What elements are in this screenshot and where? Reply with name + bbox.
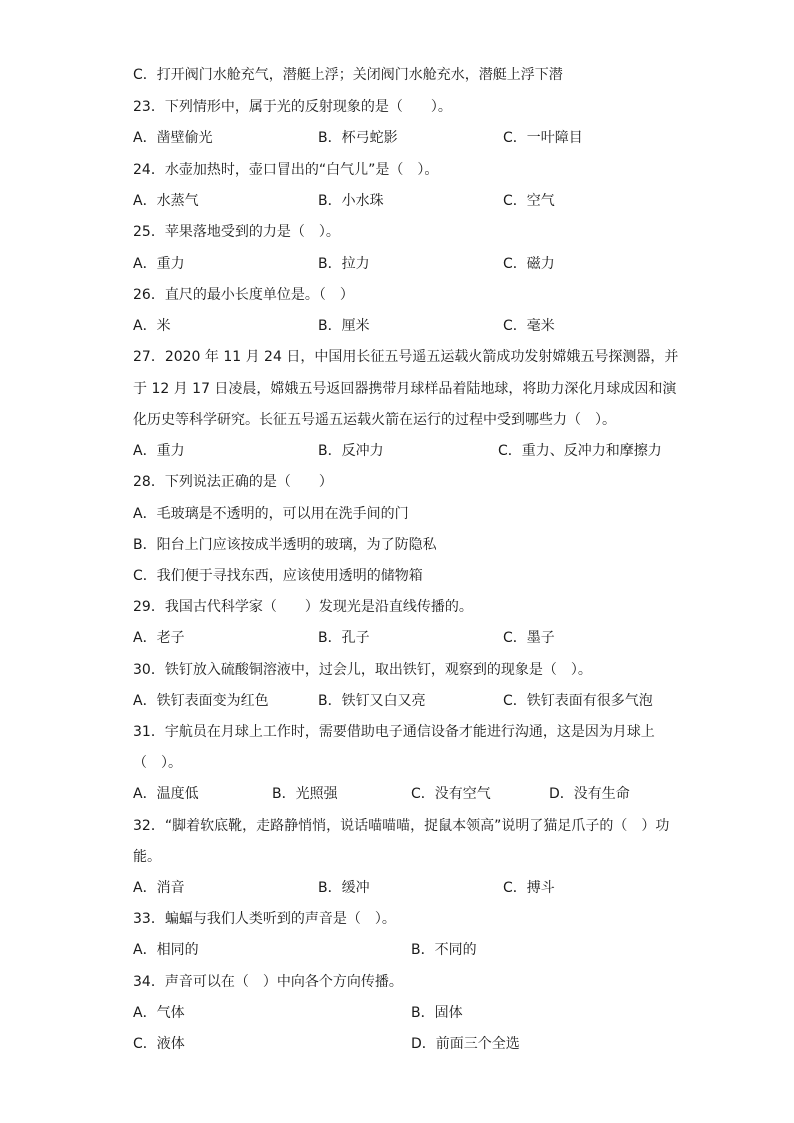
q34-stem: 34．声音可以在（ ）中向各个方向传播。 [133,974,403,990]
q31-stem-line-2: （ ）。 [133,755,182,771]
q27-stem-line-1: 27．2020 年 11 月 24 日，中国用长征五号遥五运载火箭成功发射嫦娥五号探测器，并 [133,349,679,365]
q33-option-a: A．相同的 [133,942,199,958]
q23-option-b: B．杯弓蛇影 [318,130,398,146]
q30-option-c: C．铁钉表面有很多气泡 [503,693,653,709]
q33-option-b: B．不同的 [411,942,477,958]
q23-stem: 23．下列情形中，属于光的反射现象的是（ ）。 [133,99,452,115]
q30-option-b: B．铁钉又白又亮 [318,693,426,709]
q31-option-d: D．没有生命 [549,786,630,802]
q30-option-a: A．铁钉表面变为红色 [133,693,269,709]
q28-option-b: B．阳台上门应该按成半透明的玻璃，为了防隐私 [133,537,437,553]
q33-stem: 33．蝙蝠与我们人类听到的声音是（ ）。 [133,911,396,927]
q25-stem: 25．苹果落地受到的力是（ ）。 [133,224,340,240]
q31-option-a: A．温度低 [133,786,199,802]
q24-option-a: A．水蒸气 [133,193,199,209]
q27-option-c: C．重力、反冲力和摩擦力 [498,443,662,459]
q27-option-b: B．反冲力 [318,443,384,459]
q23-option-c: C．一叶障目 [503,130,583,146]
q34-option-d: D．前面三个全选 [411,1036,520,1052]
q32-option-b: B．缓冲 [318,880,370,896]
q28-stem: 28．下列说法正确的是（ ） [133,474,333,490]
q31-option-b: B．光照强 [272,786,338,802]
q25-option-a: A．重力 [133,256,185,272]
q22-option-c: C．打开阀门水舱充气，潜艇上浮；关闭阀门水舱充水，潜艇上浮下潜 [133,67,563,83]
q29-option-a: A．老子 [133,630,185,646]
q27-stem-line-3: 化历史等科学研究。长征五号遥五运载火箭在运行的过程中受到哪些力（ ）。 [133,412,616,428]
q32-option-a: A．消音 [133,880,185,896]
q26-option-c: C．毫米 [503,318,555,334]
q28-option-c: C．我们便于寻找东西，应该使用透明的储物箱 [133,568,423,584]
q26-option-b: B．厘米 [318,318,370,334]
q24-option-b: B．小水珠 [318,193,384,209]
q24-option-c: C．空气 [503,193,555,209]
q27-option-a: A．重力 [133,443,185,459]
q29-stem: 29．我国古代科学家（ ）发现光是沿直线传播的。 [133,599,473,615]
q25-option-c: C．磁力 [503,256,555,272]
q31-option-c: C．没有空气 [411,786,491,802]
q23-option-a: A．凿壁偷光 [133,130,213,146]
q29-option-c: C．墨子 [503,630,555,646]
q32-stem-line-1: 32．“脚着软底靴，走路静悄悄，说话喵喵喵，捉鼠本领高”说明了猫足爪子的（ ）功 [133,818,670,834]
q27-stem-line-2: 于 12 月 17 日凌晨，嫦娥五号返回器携带月球样品着陆地球，将助力深化月球成因和演 [133,381,677,397]
q29-option-b: B．孔子 [318,630,370,646]
q34-option-a: A．气体 [133,1005,185,1021]
q31-stem-line-1: 31．宇航员在月球上工作时，需要借助电子通信设备才能进行沟通，这是因为月球上 [133,724,655,740]
q24-stem: 24．水壶加热时，壶口冒出的“白气儿”是（ ）。 [133,162,439,178]
q30-stem: 30．铁钉放入硫酸铜溶液中，过会儿，取出铁钉，观察到的现象是（ ）。 [133,662,592,678]
q32-stem-line-2: 能。 [133,849,161,865]
q26-option-a: A．米 [133,318,171,334]
q26-stem: 26．直尺的最小长度单位是。（ ） [133,287,354,303]
q25-option-b: B．拉力 [318,256,370,272]
q34-option-b: B．固体 [411,1005,463,1021]
q34-option-c: C．液体 [133,1036,185,1052]
q32-option-c: C．搏斗 [503,880,555,896]
q28-option-a: A．毛玻璃是不透明的，可以用在洗手间的门 [133,506,409,522]
